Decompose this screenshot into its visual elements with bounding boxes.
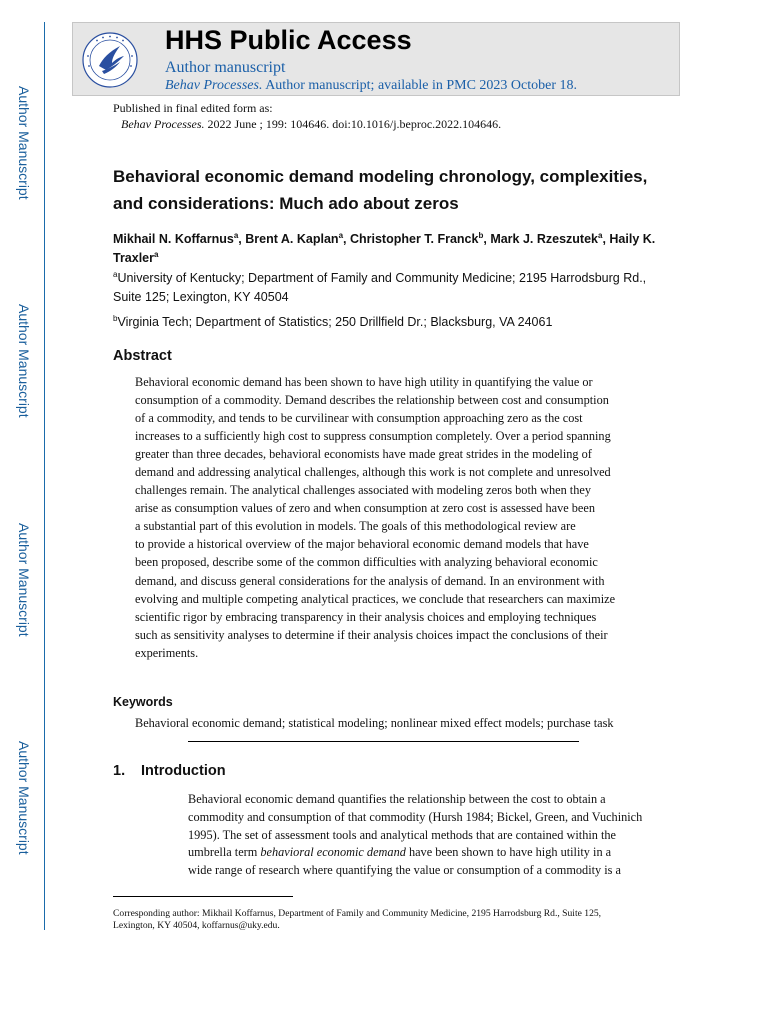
abstract-line: greater than three decades, behavioral economists have made great strides in the modeling of [135, 447, 592, 462]
author-affiliation-mark: a [233, 230, 239, 240]
abstract-line: demand and addressing analytical challenges, although this work is not complete and unresolved [135, 465, 611, 480]
abstract-line: such as sensitivity analyses to determine if their analysis choices impact the conclusions of their [135, 627, 608, 642]
corresponding-author-footnote [113, 908, 633, 931]
abstract-line: a substantial part of this evolution in models. The goals of this methodological review are [135, 519, 576, 534]
introduction-line: wide range of research where quantifying the value or consumption of a commodity is a [188, 863, 621, 877]
footnote-line: Lexington, KY 40504, koffarnus@uky.edu. [113, 919, 280, 931]
abstract-line: demand, and discuss general considerations for the analysis of demand. In an environment with [135, 573, 605, 588]
header-availability: Author manuscript; available in PMC 2023 October 18. [265, 78, 578, 93]
abstract-heading: Abstract [113, 348, 172, 364]
published-doi[interactable]: 2022 June ; 199: 104646. doi:10.1016/j.beproc.2022.104646. [207, 117, 502, 131]
affiliation-text: Virginia Tech; Department of Statistics; 250 Drillfield Dr.; Blacksburg, VA 24061 [117, 315, 553, 329]
author-affiliation-mark: a [338, 230, 344, 240]
abstract-line: increases to a sufficiently high cost to suppress consumption completely. Over a period spanning [135, 429, 611, 444]
affiliation-text: University of Kentucky; Department of Family and Community Medicine; 2195 Harrodsburg Rd., Suite 125; Lexington, KY 40504 [113, 271, 647, 304]
introduction-line: commodity and consumption of that commodity (Hursh 1984; Bickel, Green, and Vuchinich [188, 809, 643, 824]
affiliation [113, 269, 673, 307]
author-affiliation-mark: a [154, 249, 159, 259]
keywords-text: Behavioral economic demand; statistical modeling; nonlinear mixed effect models; purchase task [135, 716, 614, 730]
introduction-line: Behavioral economic demand quantifies the relationship between the cost to obtain a [188, 792, 606, 806]
abstract-line: of a commodity, and tends to be curvilinear with consumption approaching zero as the cost [135, 411, 583, 426]
abstract-line: experiments. [135, 645, 199, 660]
footnote-divider [113, 896, 293, 897]
published-journal: Behav Processes. [121, 117, 205, 131]
keywords-heading: Keywords [113, 695, 173, 709]
abstract-line: evolving and multiple competing analytical practices, we conclude that researchers can maximize [135, 591, 616, 606]
affiliation [113, 313, 673, 332]
author-name: Mikhail N. Koffarnus [113, 232, 234, 246]
paper-title: Behavioral economic demand modeling chronology, complexities, and considerations: Much ado about zeros [113, 167, 648, 213]
author-affiliation-mark: a [598, 230, 603, 240]
sidebar-rule [44, 22, 45, 930]
abstract-line: consumption of a commodity. Demand describes the relationship between cost and consumption [135, 393, 609, 408]
published-citation [121, 117, 501, 132]
affiliation-mark: a [113, 269, 118, 279]
introduction-heading [113, 763, 226, 779]
author-affiliation-mark: b [478, 230, 484, 240]
affiliation-mark: b [113, 313, 118, 323]
introduction-line: 1995). The set of assessment tools and analytical methods that are contained within the [188, 827, 617, 842]
header-title: HHS Public Access [165, 25, 412, 55]
author-name: Haily K. Traxler [113, 232, 656, 265]
introduction-body [188, 791, 658, 880]
abstract-line: challenges remain. The analytical challenges associated with modeling zeros both when they [135, 483, 591, 498]
abstract-line: Behavioral economic demand has been shown to have high utility in quantifying the value or [135, 375, 593, 389]
abstract-line: to provide a historical overview of the major behavioral economic demand models that have [135, 537, 589, 552]
abstract-body [135, 373, 635, 662]
author-name: Christopher T. Franck [349, 232, 479, 246]
introduction-text: umbrella term [188, 845, 261, 860]
abstract-line: scientific rigor by embracing transparency in their analysis choices and employing techniques [135, 609, 597, 624]
author-name: Brent A. Kaplan [245, 232, 339, 246]
section-number: 1. [113, 763, 126, 779]
introduction-text: have been shown to have high utility in a [405, 845, 612, 860]
author-name: Mark J. Rzeszutek [490, 232, 598, 246]
published-label: Published in final edited form as: [113, 101, 273, 115]
author-list: Mikhail N. Koffarnus$^a$, Brent A. Kaplan$^a$, Christopher T. Franck$^b$, Mark J. Rzeszutek$^a$, Haily K. Traxler$^a$ [113, 230, 656, 265]
hhs-seal-icon [82, 32, 138, 88]
header-citation [165, 78, 577, 94]
footnote-line: Corresponding author: Mikhail Koffarnus, Department of Family and Community Medicine, 2195 Harrodsburg Rd., Suite 125, [113, 908, 602, 919]
abstract-line: arise as consumption values of zero and when consumption at zero cost is assessed have been [135, 501, 595, 516]
hhs-header [72, 22, 680, 96]
header-subtitle: Author manuscript [165, 59, 286, 76]
section-divider [188, 741, 579, 742]
abstract-line: been proposed, describe some of the common difficulties with analyzing behavioral economic [135, 555, 598, 570]
introduction-emphasis: behavioral economic demand [260, 845, 406, 860]
header-journal[interactable]: Behav Processes. [165, 78, 263, 93]
introduction-line [188, 844, 658, 862]
section-title: Introduction [141, 763, 226, 779]
